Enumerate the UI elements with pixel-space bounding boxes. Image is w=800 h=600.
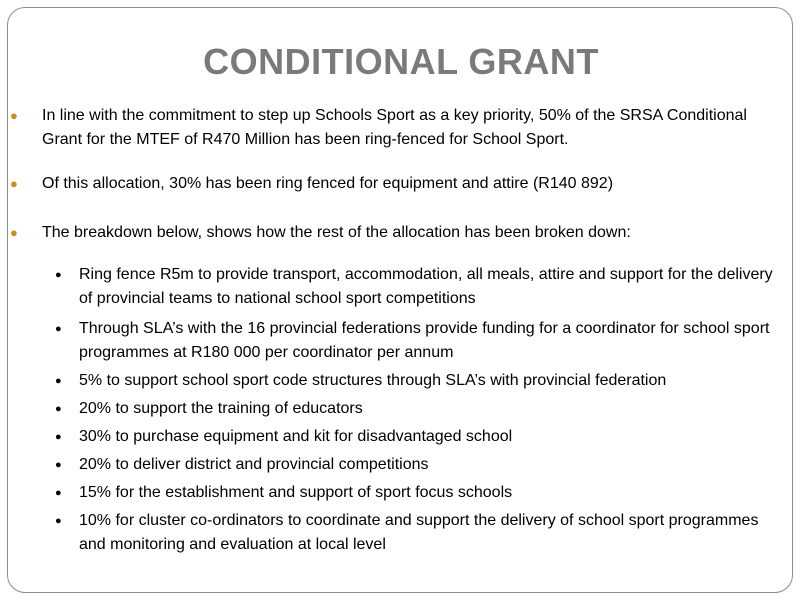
- sub-bullet-item: [8, 481, 794, 505]
- bullet-text: In line with the commitment to step up Schools Sport as a key priority, 50% of the SRSA Conditional Grant for the MTEF of R470 Million has been ring-fenced for School Sport.: [42, 107, 747, 148]
- sub-bullet-item: [8, 509, 794, 557]
- bullet-text: Of this allocation, 30% has been ring fenced for equipment and attire (R140 892): [42, 175, 614, 192]
- black-dot-bullet-icon: ●: [55, 403, 62, 415]
- sub-bullet-item: [8, 263, 794, 311]
- sub-bullet-text: 5% to support school sport code structures through SLA’s with provincial federation: [79, 372, 667, 389]
- sub-bullet-text: 10% for cluster co-ordinators to coordinate and support the delivery of school sport programmes and monitoring and evaluation at local level: [79, 512, 759, 553]
- sub-bullet-text: 30% to purchase equipment and kit for disadvantaged school: [79, 428, 513, 445]
- black-dot-bullet-icon: ●: [55, 515, 62, 527]
- black-dot-bullet-icon: ●: [55, 323, 62, 335]
- sub-bullet-text: 20% to deliver district and provincial competitions: [79, 456, 429, 473]
- sub-bullet-item: [8, 317, 794, 365]
- slide-frame: [7, 7, 793, 593]
- black-dot-bullet-icon: ●: [55, 431, 62, 443]
- sub-bullet-item: [8, 453, 794, 477]
- black-dot-bullet-icon: ●: [55, 375, 62, 387]
- orange-dot-bullet-icon: ●: [10, 108, 18, 123]
- black-dot-bullet-icon: ●: [55, 487, 62, 499]
- sub-bullet-item: [8, 425, 794, 449]
- sub-bullet-text: Ring fence R5m to provide transport, accommodation, all meals, attire and support for the delivery of provincial teams to national school sport competitions: [79, 266, 773, 307]
- bullet-item: [8, 104, 794, 152]
- sub-bullet-text: 20% to support the training of educators: [79, 400, 363, 417]
- black-dot-bullet-icon: ●: [55, 269, 62, 281]
- sub-bullet-text: Through SLA’s with the 16 provincial federations provide funding for a coordinator for school sport programmes at R180 000 per coordinator per annum: [79, 320, 770, 361]
- sub-bullet-item: [8, 397, 794, 421]
- bullet-text: The breakdown below, shows how the rest of the allocation has been broken down:: [42, 224, 631, 241]
- orange-dot-bullet-icon: ●: [10, 225, 18, 240]
- sub-bullet-text: 15% for the establishment and support of sport focus schools: [79, 484, 513, 501]
- slide-body: [8, 104, 794, 557]
- slide-title: CONDITIONAL GRANT: [203, 41, 599, 82]
- black-dot-bullet-icon: ●: [55, 459, 62, 471]
- sub-bullet-item: [8, 369, 794, 393]
- bullet-item: [8, 172, 794, 196]
- bullet-item: [8, 221, 794, 245]
- orange-dot-bullet-icon: ●: [10, 176, 18, 191]
